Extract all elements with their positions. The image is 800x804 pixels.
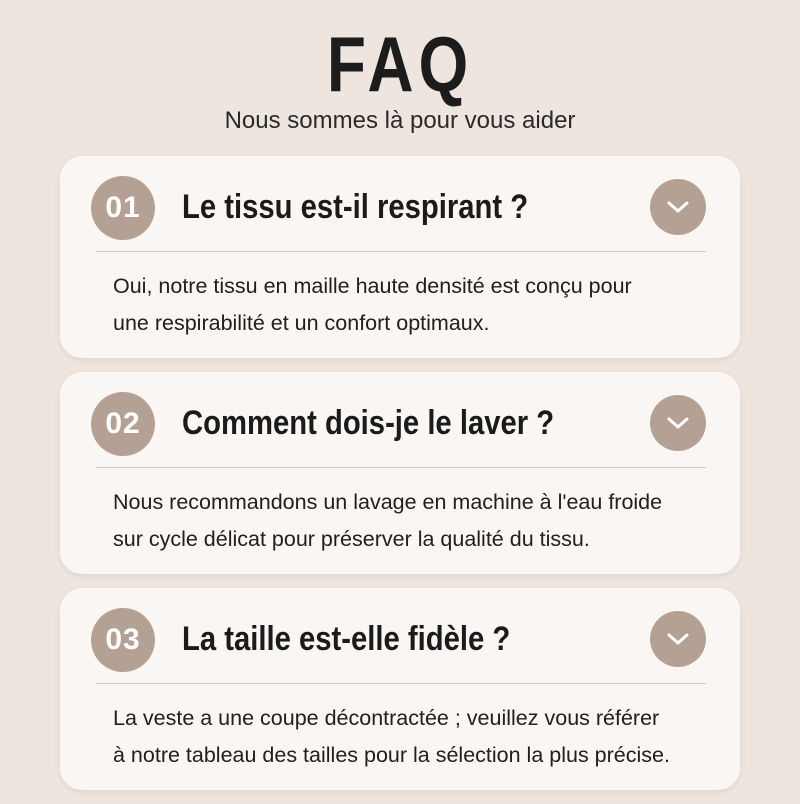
faq-answer-line: à notre tableau des tailles pour la sélection la plus précise.: [113, 743, 670, 767]
faq-item-2: [60, 372, 740, 574]
faq-answer-line: La veste a une coupe décontractée ; veuillez vous référer: [113, 706, 660, 730]
faq-item-3: [60, 588, 740, 790]
faq-item-1: [60, 156, 740, 358]
faq-answer-line: une respirabilité et un confort optimaux.: [113, 311, 490, 335]
faq-number-badge: 03: [91, 608, 155, 672]
faq-toggle-button[interactable]: [650, 395, 706, 451]
faq-item-2-header[interactable]: [60, 372, 740, 467]
faq-item-3-header[interactable]: [60, 588, 740, 683]
faq-toggle-button[interactable]: [650, 611, 706, 667]
faq-number-badge: 02: [91, 392, 155, 456]
faq-answer: [113, 700, 733, 774]
faq-divider: [96, 683, 706, 684]
faq-question[interactable]: La taille est-elle fidèle ?: [182, 620, 511, 658]
faq-list: [60, 156, 740, 804]
faq-item-1-header[interactable]: [60, 156, 740, 251]
faq-toggle-button[interactable]: [650, 179, 706, 235]
faq-answer-line: sur cycle délicat pour préserver la qualité du tissu.: [113, 527, 590, 551]
faq-answer: [113, 484, 733, 558]
faq-answer-line: Oui, notre tissu en maille haute densité est conçu pour: [113, 274, 632, 298]
chevron-down-icon: [666, 629, 690, 649]
faq-question[interactable]: Le tissu est-il respirant ?: [182, 188, 529, 226]
faq-answer-line: Nous recommandons un lavage en machine à l'eau froide: [113, 490, 663, 514]
faq-divider: [96, 251, 706, 252]
page-subtitle: Nous sommes là pour vous aider: [224, 107, 576, 134]
faq-divider: [96, 467, 706, 468]
chevron-down-icon: [666, 197, 690, 217]
faq-answer: [113, 268, 733, 342]
faq-number-badge: 01: [91, 176, 155, 240]
page-title: FAQ: [326, 20, 474, 108]
chevron-down-icon: [666, 413, 690, 433]
faq-question[interactable]: Comment dois-je le laver ?: [182, 404, 555, 442]
